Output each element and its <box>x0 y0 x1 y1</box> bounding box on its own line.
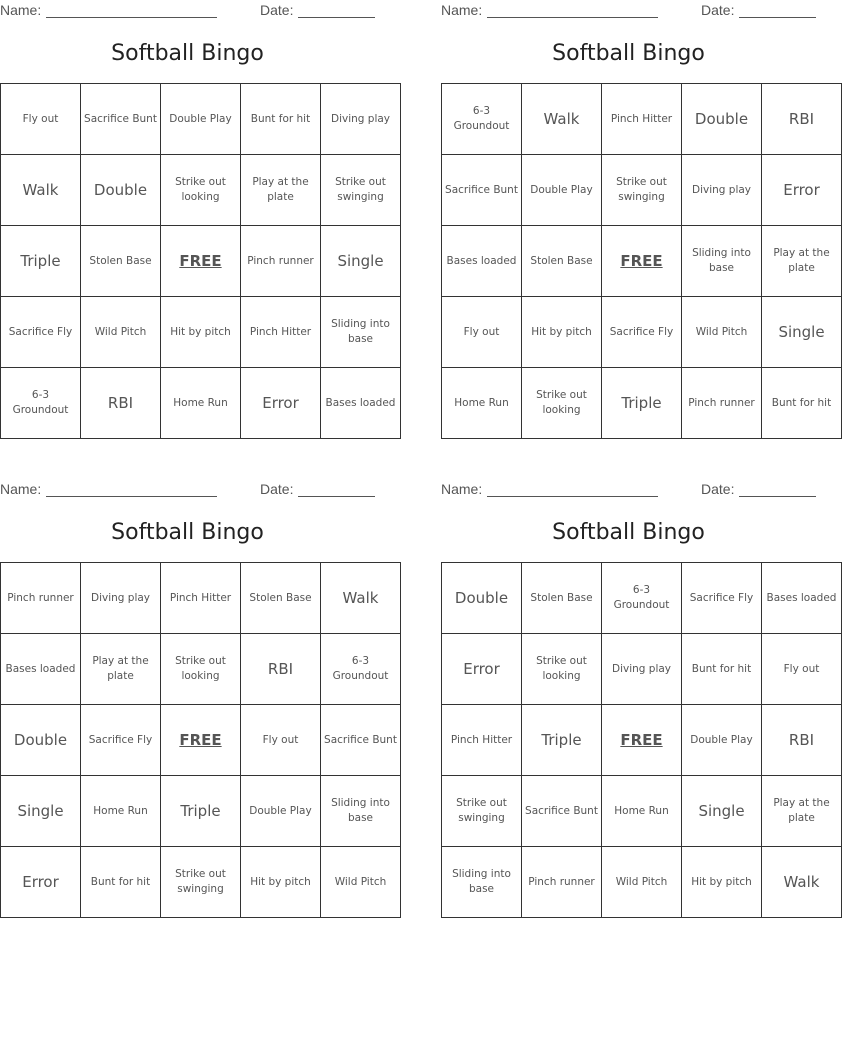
bingo-cell: Walk <box>762 847 842 918</box>
grid-row <box>1 634 401 705</box>
bingo-cell: Sacrifice Fly <box>682 563 762 634</box>
grid-row <box>442 776 842 847</box>
bingo-cell: Wild Pitch <box>602 847 682 918</box>
bingo-card-4 <box>441 479 837 895</box>
bingo-cell: Double <box>442 563 522 634</box>
grid-row <box>1 226 401 297</box>
bingo-cell: Fly out <box>241 705 321 776</box>
bingo-cell: Triple <box>522 705 602 776</box>
bingo-cell: Single <box>321 226 401 297</box>
bingo-cell: Bases loaded <box>762 563 842 634</box>
card-header <box>441 479 816 499</box>
date-label: Date: <box>260 2 294 18</box>
bingo-cell: Double <box>81 155 161 226</box>
bingo-cell: Pinch Hitter <box>442 705 522 776</box>
bingo-cell: Sliding into base <box>321 776 401 847</box>
bingo-cell: RBI <box>241 634 321 705</box>
bingo-cell: FREE <box>161 226 241 297</box>
bingo-cell: Bases loaded <box>321 368 401 439</box>
bingo-cell: Double <box>1 705 81 776</box>
bingo-cell: Pinch Hitter <box>602 84 682 155</box>
bingo-grid <box>441 562 842 918</box>
bingo-cell: Error <box>762 155 842 226</box>
bingo-cell: Strike out looking <box>161 155 241 226</box>
bingo-cell: Pinch runner <box>241 226 321 297</box>
bingo-cell: Sacrifice Bunt <box>442 155 522 226</box>
bingo-cell: Strike out swinging <box>161 847 241 918</box>
grid-row <box>442 847 842 918</box>
bingo-cell: Error <box>442 634 522 705</box>
name-label: Name: <box>441 481 483 497</box>
bingo-cell: Sliding into base <box>682 226 762 297</box>
date-label: Date: <box>701 2 735 18</box>
grid-row <box>442 226 842 297</box>
bingo-cell: Home Run <box>602 776 682 847</box>
grid-row <box>1 368 401 439</box>
bingo-cell: Single <box>1 776 81 847</box>
grid-row <box>442 705 842 776</box>
bingo-grid <box>441 83 842 439</box>
bingo-cell: Sacrifice Fly <box>1 297 81 368</box>
grid-row <box>442 297 842 368</box>
bingo-cell: Triple <box>602 368 682 439</box>
grid-row <box>442 368 842 439</box>
bingo-cell: Bases loaded <box>442 226 522 297</box>
card-header <box>441 0 816 20</box>
bingo-cell: Double Play <box>682 705 762 776</box>
bingo-cell: Fly out <box>442 297 522 368</box>
bingo-card-2 <box>441 0 832 416</box>
bingo-cell: Triple <box>1 226 81 297</box>
bingo-cell: RBI <box>762 84 842 155</box>
bingo-cell: FREE <box>161 705 241 776</box>
card-title: Softball Bingo <box>552 520 705 545</box>
bingo-cell: Pinch runner <box>682 368 762 439</box>
bingo-cell: Stolen Base <box>522 226 602 297</box>
bingo-cell: Sacrifice Fly <box>602 297 682 368</box>
date-label: Date: <box>260 481 294 497</box>
bingo-cell: Home Run <box>442 368 522 439</box>
bingo-cell: Diving play <box>81 563 161 634</box>
grid-row <box>442 563 842 634</box>
bingo-cell: Sacrifice Fly <box>81 705 161 776</box>
bingo-cell: Bunt for hit <box>81 847 161 918</box>
grid-row <box>1 776 401 847</box>
bingo-grid <box>0 562 401 918</box>
bingo-cell: Play at the plate <box>81 634 161 705</box>
bingo-cell: Pinch Hitter <box>241 297 321 368</box>
name-line <box>487 496 658 497</box>
bingo-cell: Wild Pitch <box>81 297 161 368</box>
card-title: Softball Bingo <box>111 41 264 66</box>
bingo-cell: Home Run <box>161 368 241 439</box>
date-line <box>298 17 375 18</box>
bingo-cell: Strike out looking <box>522 368 602 439</box>
bingo-cell: Play at the plate <box>762 776 842 847</box>
bingo-cell: 6-3 Groundout <box>442 84 522 155</box>
bingo-cell: Sacrifice Bunt <box>321 705 401 776</box>
bingo-cell: FREE <box>602 226 682 297</box>
bingo-cell: Strike out swinging <box>442 776 522 847</box>
grid-row <box>1 297 401 368</box>
bingo-cell: Strike out swinging <box>321 155 401 226</box>
bingo-cell: Bases loaded <box>1 634 81 705</box>
name-label: Name: <box>0 2 42 18</box>
bingo-cell: Bunt for hit <box>762 368 842 439</box>
bingo-cell: Diving play <box>602 634 682 705</box>
card-header <box>0 0 375 20</box>
bingo-card-3 <box>0 479 397 895</box>
bingo-cell: Hit by pitch <box>682 847 762 918</box>
bingo-cell: Pinch runner <box>522 847 602 918</box>
bingo-cell: RBI <box>81 368 161 439</box>
bingo-cell: Error <box>1 847 81 918</box>
bingo-cell: 6-3 Groundout <box>321 634 401 705</box>
bingo-cell: Stolen Base <box>81 226 161 297</box>
name-line <box>46 17 217 18</box>
grid-row <box>1 705 401 776</box>
bingo-cell: Pinch runner <box>1 563 81 634</box>
bingo-cell: Hit by pitch <box>241 847 321 918</box>
card-header <box>0 479 375 499</box>
bingo-cell: Strike out swinging <box>602 155 682 226</box>
bingo-cell: Sacrifice Bunt <box>81 84 161 155</box>
bingo-cell: Strike out looking <box>522 634 602 705</box>
grid-row <box>442 84 842 155</box>
name-line <box>487 17 658 18</box>
name-line <box>46 496 217 497</box>
bingo-cell: Hit by pitch <box>161 297 241 368</box>
bingo-cell: Single <box>762 297 842 368</box>
bingo-cell: Bunt for hit <box>241 84 321 155</box>
date-line <box>739 17 816 18</box>
bingo-cell: Fly out <box>762 634 842 705</box>
date-label: Date: <box>701 481 735 497</box>
grid-row <box>1 155 401 226</box>
grid-row <box>1 563 401 634</box>
grid-row <box>442 634 842 705</box>
bingo-cell: Home Run <box>81 776 161 847</box>
bingo-grid <box>0 83 401 439</box>
bingo-cell: Play at the plate <box>762 226 842 297</box>
bingo-cell: Double <box>682 84 762 155</box>
card-title: Softball Bingo <box>552 41 705 66</box>
bingo-cell: Pinch Hitter <box>161 563 241 634</box>
bingo-cell: Error <box>241 368 321 439</box>
bingo-cell: Stolen Base <box>522 563 602 634</box>
grid-row <box>1 847 401 918</box>
bingo-cell: Hit by pitch <box>522 297 602 368</box>
bingo-cell: Diving play <box>321 84 401 155</box>
bingo-cell: Diving play <box>682 155 762 226</box>
bingo-cell: Walk <box>1 155 81 226</box>
bingo-cell: 6-3 Groundout <box>1 368 81 439</box>
bingo-cell: Wild Pitch <box>682 297 762 368</box>
bingo-cell: Triple <box>161 776 241 847</box>
bingo-cell: Stolen Base <box>241 563 321 634</box>
bingo-cell: 6-3 Groundout <box>602 563 682 634</box>
bingo-cell: Fly out <box>1 84 81 155</box>
grid-row <box>1 84 401 155</box>
bingo-cell: Sacrifice Bunt <box>522 776 602 847</box>
bingo-cell: RBI <box>762 705 842 776</box>
bingo-cell: Sliding into base <box>442 847 522 918</box>
date-line <box>739 496 816 497</box>
bingo-cell: Double Play <box>241 776 321 847</box>
bingo-cell: Play at the plate <box>241 155 321 226</box>
bingo-cell: Strike out looking <box>161 634 241 705</box>
bingo-cell: Walk <box>522 84 602 155</box>
bingo-cell: Double Play <box>522 155 602 226</box>
bingo-card-1 <box>0 0 396 416</box>
grid-row <box>442 155 842 226</box>
bingo-cell: Single <box>682 776 762 847</box>
name-label: Name: <box>0 481 42 497</box>
bingo-cell: Double Play <box>161 84 241 155</box>
bingo-cell: Sliding into base <box>321 297 401 368</box>
bingo-cell: Walk <box>321 563 401 634</box>
bingo-cell: Wild Pitch <box>321 847 401 918</box>
date-line <box>298 496 375 497</box>
bingo-cell: Bunt for hit <box>682 634 762 705</box>
card-title: Softball Bingo <box>111 520 264 545</box>
bingo-cell: FREE <box>602 705 682 776</box>
name-label: Name: <box>441 2 483 18</box>
